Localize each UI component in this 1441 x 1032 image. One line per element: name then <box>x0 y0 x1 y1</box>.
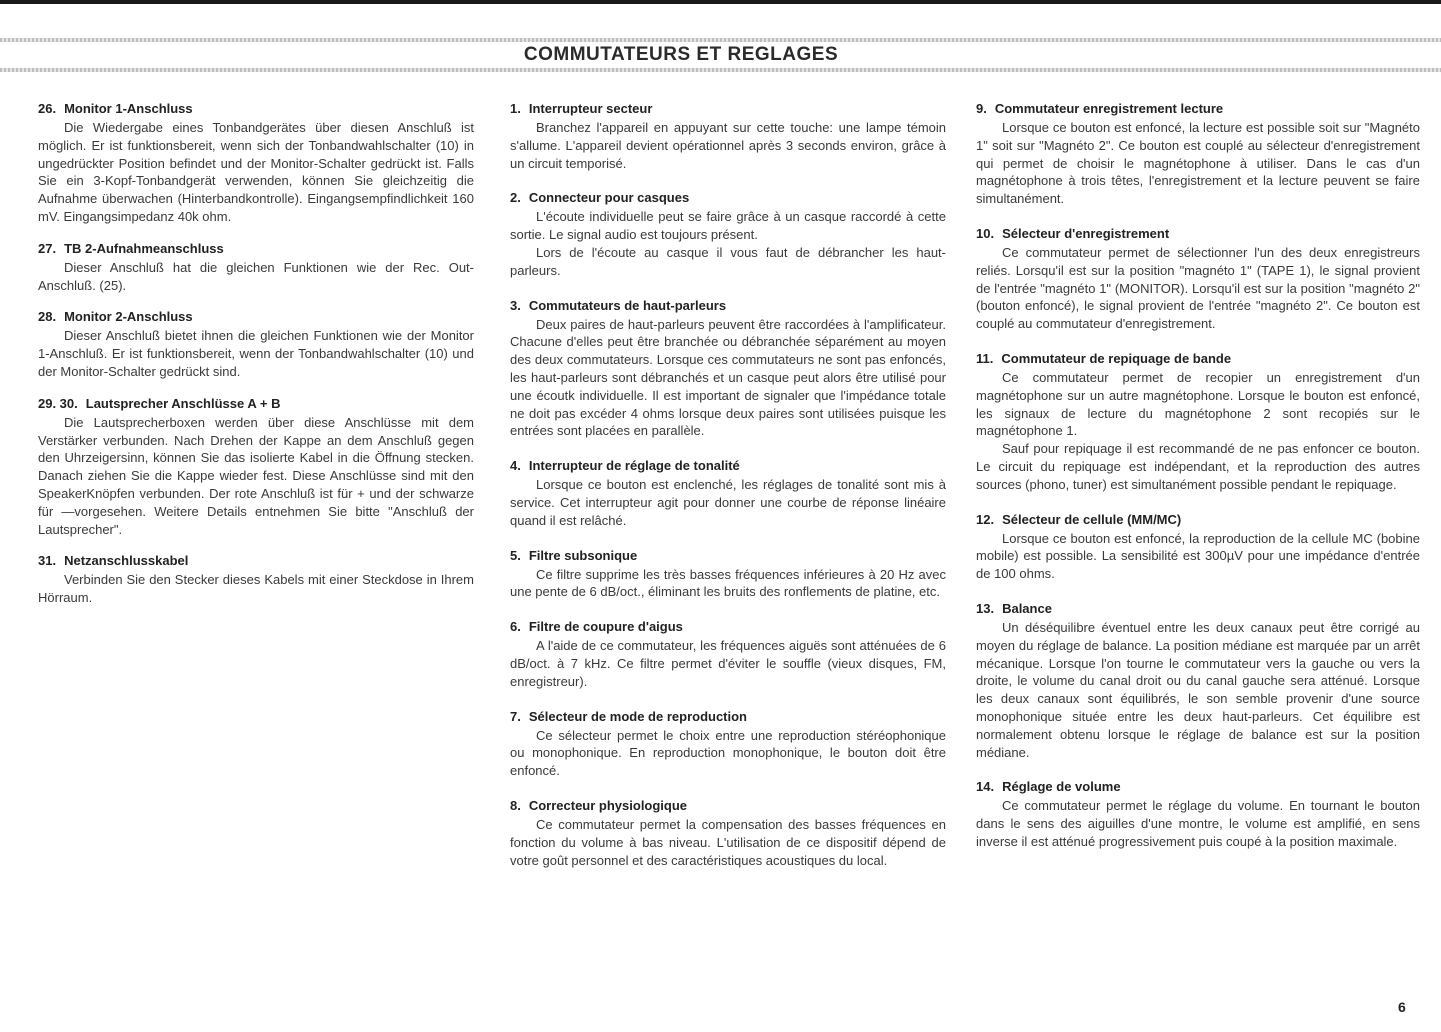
section-title: Monitor 2-Anschluss <box>64 309 193 325</box>
header-band-bottom <box>0 68 1441 72</box>
section-number: 9. <box>976 101 987 116</box>
section-body: Die Lautsprecherboxen werden über diese Anschlüsse mit dem Verstärker verbunden. Nach Drehen der Kappe an dem Anschluß gegen den Uhrzeigersinn, können Sie das isolierte Kabel in die Öffnung stecken. Danach ziehen Sie die Kappe wieder fest. Diese Anschlüsse sind mit den SpeakerKnöpfen verbunden. Der rote Anschluß ist für + und der schwarze für —vorgesehen. Weitere Details entnehmen Sie bitte "Anschluß der Lautsprecher". <box>38 414 474 537</box>
section <box>976 600 1420 761</box>
section-title: Interrupteur de réglage de tonalité <box>528 458 740 474</box>
section <box>976 778 1420 850</box>
section-number: 29. 30. <box>38 395 78 411</box>
section-number: 7. <box>510 708 521 724</box>
section-heading <box>976 100 1420 118</box>
section-title: Commutateurs de haut-parleurs <box>528 297 727 313</box>
section <box>510 618 946 690</box>
page-title: COMMUTATEURS ET REGLAGES <box>523 44 839 65</box>
section-number: 27. <box>38 240 57 256</box>
section-heading <box>38 240 474 258</box>
section-body: Ce commutateur permet le réglage du volume. En tournant le bouton dans le sens des aiguilles d'une montre, le volume est amplifié, en sens inverse il est atténué progressivement puis coupé à la position maximale. <box>976 798 1420 849</box>
section-body: Lorsque ce bouton est enclenché, les réglages de tonalité sont mis à service. Cet interrupteur agit pour donner une courbe de réponse linéaire quand il est relâché. <box>510 477 946 528</box>
section <box>510 457 946 529</box>
section-title: Correcteur physiologique <box>528 797 688 813</box>
section-heading <box>976 511 1420 529</box>
section-title: Netzanschlusskabel <box>64 553 189 569</box>
section <box>38 100 474 226</box>
section-title: Interrupteur secteur <box>528 101 653 116</box>
section-heading <box>510 297 946 315</box>
section-title: Filtre de coupure d'aigus <box>528 619 683 635</box>
section-title: Réglage de volume <box>1002 779 1121 795</box>
section-body: Dieser Anschluß hat die gleichen Funktionen wie der Rec. Out-Anschluß. (25). <box>38 259 474 293</box>
section <box>38 240 474 295</box>
section-number: 1. <box>510 101 521 116</box>
section-body: Lorsque ce bouton est enfoncé, la lecture est possible soit sur "Magnéto 1" soit sur "Magnéto 2". Ce bouton est couplé au sélecteur d'enregistrement qui permet de choisir le magnétophone à utiliser. Dans le cas d'un magnétophone à trois têtes, l'enregistrement et la lecture peuvent se faire simultanément. <box>976 120 1420 207</box>
section-number: 31. <box>38 553 57 569</box>
section <box>510 547 946 602</box>
section-number: 14. <box>976 779 995 795</box>
section-body: Die Wiedergabe eines Tonbandgerätes über diesen Anschluß ist möglich. Er ist funktionsbereit, wenn sich der Tonbandwahlschalter (10) in ungedrückter Position befindet und der Monitor-Schalter gedrückt ist. Falls Sie ein 3-Kopf-Tonbandgerät verwenden, können Sie gleichzeitig die Aufnahme überwachen (Hinterbandkontrolle). Eingangsempfindlichkeit 160 mV. Eingangsimpedanz 40k ohm. <box>38 120 474 224</box>
section-heading <box>510 708 946 726</box>
column-middle <box>510 100 946 886</box>
section-number: 12. <box>976 511 995 527</box>
section-body: Dieser Anschluß bietet ihnen die gleichen Funktionen wie der Monitor 1-Anschluß. Er ist funktionsbereit, wenn der Tonbandwahlschalter (10) und der Monitor-Schalter gedrückt sind. <box>38 328 474 379</box>
section-number: 8. <box>510 797 521 813</box>
section-body: Ce filtre supprime les très basses fréquences inférieures à 20 Hz avec une pente de 6 dB/oct., éliminant les bruits des ronflements de platine, etc. <box>510 566 946 600</box>
section-number: 11. <box>976 350 994 366</box>
section-heading <box>976 600 1420 618</box>
section <box>510 797 946 869</box>
section <box>510 708 946 780</box>
section-number: 6. <box>510 619 521 635</box>
section-body: Ce commutateur permet de sélectionner l'un des deux enregistreurs reliés. Lorsqu'il est sur la position "magnéto 1" (TAPE 1), le signal provient de l'entrée "magnéto 1" (MONITOR). Lorsqu'il est sur la position "magnéto 2" (bouton enfoncé), le signal provient de l'entrée "magnéto 2". Ce bouton est couplé au commutateur d'enregistrement. <box>976 244 1420 332</box>
page-number: 6 <box>1398 999 1406 1015</box>
section <box>976 100 1420 208</box>
section-heading <box>38 100 474 118</box>
section-body: L'écoute individuelle peut se faire grâce à un casque raccordé à cette sortie. Le signal audio est toujours présent. <box>510 209 946 243</box>
section <box>976 225 1420 333</box>
section <box>510 189 946 279</box>
section-title: Commutateur enregistrement lecture <box>994 101 1224 116</box>
section-body: Lors de l'écoute au casque il vous faut de débrancher les haut-parleurs. <box>510 244 946 278</box>
section-body: Un déséquilibre éventuel entre les deux canaux peut être corrigé au moyen du réglage de balance. La position médiane est marquée par un arrêt mécanique. Lorsque l'on tourne le commutateur vers la gauche ou vers la droite, le volume du canal droit ou du canal gauche sera atténué. Lorsque les deux canaux sont équilibrés, le son semble provenir d'une source monophonique située entre les deux haut-parleurs. Cet équilibre est normalement obtenu lorsque le réglage de balance est sur la position médiane. <box>976 619 1420 760</box>
section-heading <box>510 457 946 475</box>
section <box>976 350 1420 494</box>
section-title: Monitor 1-Anschluss <box>64 101 193 116</box>
section-body: Ce sélecteur permet le choix entre une reproduction stéréophonique ou monophonique. En reproduction monophonique, le bouton doit être enfoncé. <box>510 727 946 779</box>
section-heading <box>510 797 946 815</box>
section-heading <box>38 308 474 326</box>
section-title: Sélecteur de cellule (MM/MC) <box>1002 511 1182 527</box>
section-title: TB 2-Aufnahmeanschluss <box>64 240 224 256</box>
column-right <box>976 100 1420 868</box>
section-body: Ce commutateur permet de recopier un enregistrement d'un magnétophone sur un autre magnétophone. Lorsque le bouton est enfoncé, les signaux de lecture du magnétophone 2 sont recopiés sur le magnétophone 1. <box>976 369 1420 439</box>
section <box>38 308 474 380</box>
section-heading <box>38 395 474 413</box>
section <box>510 100 946 172</box>
section-heading <box>976 778 1420 796</box>
header-band-top <box>0 38 1441 42</box>
section-number: 13. <box>976 600 995 616</box>
section-number: 5. <box>510 547 521 563</box>
section-title: Filtre subsonique <box>528 547 638 563</box>
section-number: 4. <box>510 458 521 474</box>
column-left <box>38 100 474 621</box>
section-body: Ce commutateur permet la compensation des basses fréquences en fonction du volume à bas niveau. L'utilisation de ce dispositif dépend de votre goût personnel et des caractéristiques acoustiques du local. <box>510 816 946 868</box>
section-number: 3. <box>510 297 521 313</box>
section-title: Commutateur de repiquage de bande <box>1001 350 1232 366</box>
section-body: A l'aide de ce commutateur, les fréquences aiguës sont atténuées de 6 dB/oct. à 7 kHz. Ce filtre permet d'éviter le souffle (vieux disques, FM, enregistreur). <box>510 638 946 689</box>
section-body: Verbinden Sie den Stecker dieses Kabels mit einer Steckdose in Ihrem Hörraum. <box>38 572 474 606</box>
section-body: Deux paires de haut-parleurs peuvent être raccordées à l'amplificateur. Chacune d'elles peut être branchée ou débranchée séparément au moyen des deux commutateurs. Lorsque ces commutateurs ne sont pas enfoncés, les haut-parleurs sont débranchés et un casque peut alors être utilisé pour une écoutk individuelle. Il est important de signaler que l'impédance totale ne doit pas excéder 4 ohms lorsque deux paires sont utilisées puisque les entrées sont placées en parallèle. <box>510 316 946 439</box>
section-number: 2. <box>510 190 521 206</box>
section <box>976 511 1420 583</box>
section-body: Branchez l'appareil en appuyant sur cette touche: une lampe témoin s'allume. L'appareil devient opérationnel après 3 seconds environ, grâce à un circuit temporisé. <box>510 120 946 171</box>
section <box>510 297 946 441</box>
section-body: Sauf pour repiquage il est recommandé de ne pas enfoncer ce bouton. Le circuit du repiquage est indépendant, et la reproduction des autres sources (phono, tuner) est simultanément possible pendant le repiquage. <box>976 441 1420 492</box>
section-title: Connecteur pour casques <box>528 190 690 206</box>
section-title: Lautsprecher Anschlüsse A + B <box>85 395 281 411</box>
section-number: 26. <box>38 101 57 116</box>
section-heading <box>38 552 474 570</box>
section-heading <box>510 189 946 207</box>
section-heading <box>976 350 1420 368</box>
section-heading <box>510 618 946 636</box>
section-body: Lorsque ce bouton est enfoncé, la reproduction de la cellule MC (bobine mobile) est possible. La sensibilité est 300µV pour une impédance d'entrée de 100 ohms. <box>976 530 1420 582</box>
top-rule <box>0 0 1441 4</box>
section-number: 10. <box>976 225 995 241</box>
section-number: 28. <box>38 309 57 325</box>
section-heading <box>976 225 1420 243</box>
section <box>38 395 474 539</box>
section-heading <box>510 100 946 118</box>
section-title: Sélecteur de mode de reproduction <box>528 708 747 724</box>
section <box>38 552 474 607</box>
section-title: Sélecteur d'enregistrement <box>1002 225 1170 241</box>
section-title: Balance <box>1002 600 1052 616</box>
section-heading <box>510 547 946 565</box>
